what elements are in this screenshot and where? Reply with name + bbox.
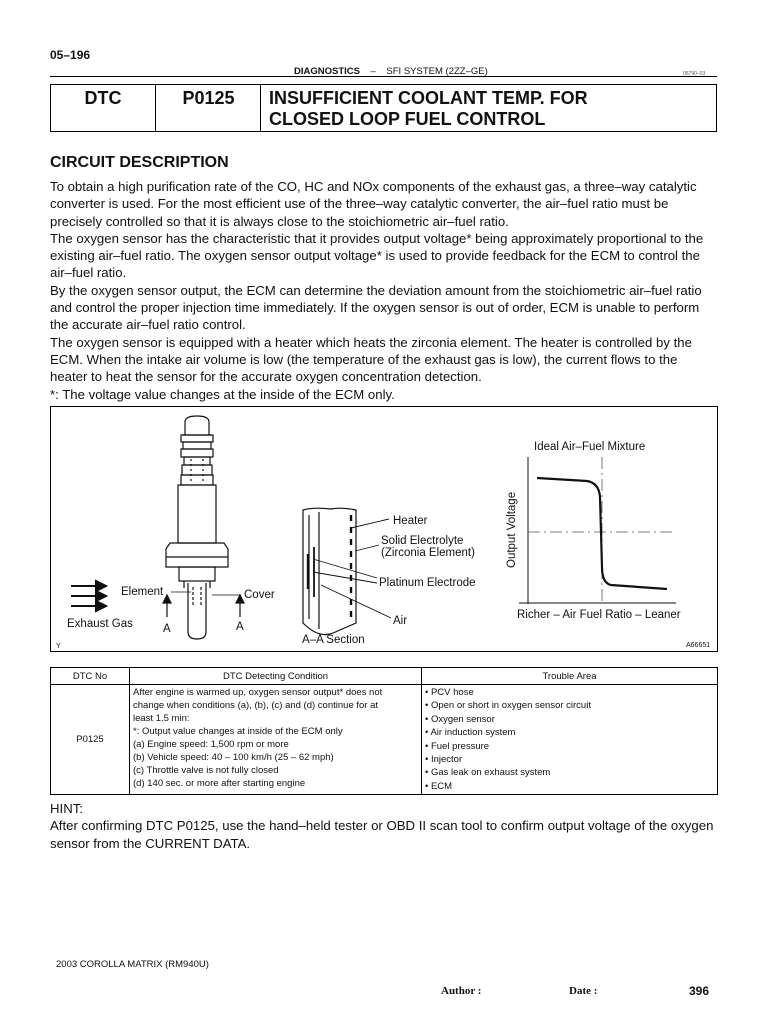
exhaust-gas-label: Exhaust Gas — [67, 618, 133, 630]
dtc-label: DTC — [51, 85, 156, 131]
section-a-right: A — [236, 621, 244, 633]
exhaust-gas-arrows — [71, 581, 106, 611]
dtc-title-box — [50, 84, 717, 132]
dtc-title-line1: INSUFFICIENT COOLANT TEMP. FOR — [269, 88, 588, 108]
header-divider — [50, 76, 717, 77]
circuit-description-body — [50, 178, 718, 403]
condition-line: (c) Throttle valve is not fully closed — [133, 765, 279, 776]
cover-label: Cover — [244, 589, 275, 601]
dtc-code: P0125 — [157, 85, 261, 131]
air-label: Air — [393, 615, 408, 627]
trouble-area-item: • ECM — [425, 780, 453, 792]
condition-line: After engine is warmed up, oxygen sensor output* does not — [133, 687, 383, 698]
platinum-electrode-label: Platinum Electrode — [379, 577, 476, 589]
hint-section — [50, 800, 720, 852]
condition-line: (d) 140 sec. or more after starting engine — [133, 778, 306, 789]
section-markers — [163, 595, 244, 617]
paragraph: The oxygen sensor has the characteristic that it provides output voltage* being approximately proportional to the existing air–fuel ratio. The oxygen sensor output voltage* is used to provide feedback for the ECM to control the air–fuel ratio. — [50, 230, 704, 281]
heater-label: Heater — [393, 515, 428, 527]
footer-page-number: 396 — [689, 984, 710, 998]
table-header: DTC Detecting Condition — [130, 668, 422, 685]
section-a-left: A — [163, 623, 171, 635]
air-fuel-ratio-axis-label: Richer – Air Fuel Ratio – Leaner — [517, 609, 681, 621]
hint-label: HINT: — [50, 801, 83, 816]
circuit-description-heading: CIRCUIT DESCRIPTION — [50, 154, 229, 171]
page-number: 05–196 — [50, 48, 91, 62]
paragraph: To obtain a high purification rate of the CO, HC and NOx components of the exhaust gas, a three–way catalytic converter is used. For the most efficient use of the three–way catalytic converter, the air–fuel ratio must be precisely controlled so that it is always close to the stoichiometric air–fuel ratio. — [50, 179, 697, 229]
trouble-area-item: • Injector — [425, 754, 463, 766]
dtc-table — [50, 667, 718, 795]
corner-mark: Y — [56, 643, 61, 650]
oxygen-sensor-illustration — [166, 416, 228, 639]
table-row — [51, 685, 718, 795]
table-header: DTC No — [51, 668, 130, 685]
figure-id: A66651 — [686, 642, 711, 649]
table-header-row — [51, 668, 718, 685]
paragraph: The oxygen sensor is equipped with a heater which heats the zirconia element. The heater is controlled by the ECM. When the intake air volume is low (the temperature of the exhaust gas is low), the current flows to the heater to heat the sensor for the accurate oxygen concentration detection. — [50, 334, 692, 385]
ideal-mixture-label: Ideal Air–Fuel Mixture — [534, 441, 646, 453]
paragraph: By the oxygen sensor output, the ECM can determine the deviation amount from the stoichiometric air–fuel ratio and control the proper injection time immediately. If the oxygen sensor is out of order, ECM is unable to perform the accurate air–fuel ratio control. — [50, 282, 702, 333]
footer-date: Date : — [569, 985, 598, 997]
subsection-title: SFI SYSTEM (2ZZ–GE) — [386, 66, 488, 77]
dtc-title — [269, 85, 709, 134]
condition-line: (b) Vehicle speed: 40 – 100 km/h (25 – 62 mph) — [133, 752, 334, 763]
table-header: Trouble Area — [422, 668, 718, 685]
paragraph: *: The voltage value changes at the inside of the ECM only. — [50, 386, 395, 402]
oxygen-sensor-figure — [50, 406, 718, 652]
dtc-no-cell: P0125 — [51, 685, 130, 795]
footer-author: Author : — [441, 985, 482, 997]
trouble-area-cell — [422, 685, 718, 795]
output-voltage-curve — [537, 478, 667, 589]
section-label: A–A Section — [302, 634, 365, 646]
section-title: DIAGNOSTICS — [294, 66, 360, 77]
trouble-area-item: • Oxygen sensor — [425, 713, 495, 725]
trouble-area-item: • Air induction system — [425, 727, 516, 739]
output-voltage-label: Output Voltage — [506, 491, 518, 568]
trouble-area-item: • Fuel pressure — [425, 740, 490, 752]
section-separator: – — [370, 66, 376, 77]
condition-line: change when conditions (a), (b), (c) and (d) continue for at — [133, 700, 379, 711]
trouble-area-item: • Open or short in oxygen sensor circuit — [425, 700, 591, 712]
dtc-title-line2: CLOSED LOOP FUEL CONTROL — [269, 109, 546, 129]
output-voltage-graph — [519, 457, 676, 604]
trouble-area-item: • Gas leak on exhaust system — [425, 767, 551, 779]
element-label: Element — [121, 586, 164, 598]
condition-line: *: Output value changes at inside of the ECM only — [133, 726, 343, 737]
figure-svg — [51, 407, 717, 651]
hint-text: After confirming DTC P0125, use the hand–held tester or OBD II scan tool to confirm output voltage of the oxygen sensor from the CURRENT DATA. — [50, 818, 714, 851]
doc-code: 05790–03 — [683, 71, 706, 77]
detecting-condition-cell — [130, 685, 422, 795]
solid-electrolyte-label: Solid Electrolyte — [381, 535, 464, 547]
footer-model: 2003 COROLLA MATRIX (RM940U) — [56, 959, 209, 970]
trouble-area-item: • PCV hose — [425, 687, 474, 698]
condition-line: least 1.5 min: — [133, 713, 190, 724]
cross-section-illustration — [303, 508, 356, 634]
zirconia-label: (Zirconia Element) — [381, 547, 475, 559]
condition-line: (a) Engine speed: 1,500 rpm or more — [133, 739, 289, 750]
